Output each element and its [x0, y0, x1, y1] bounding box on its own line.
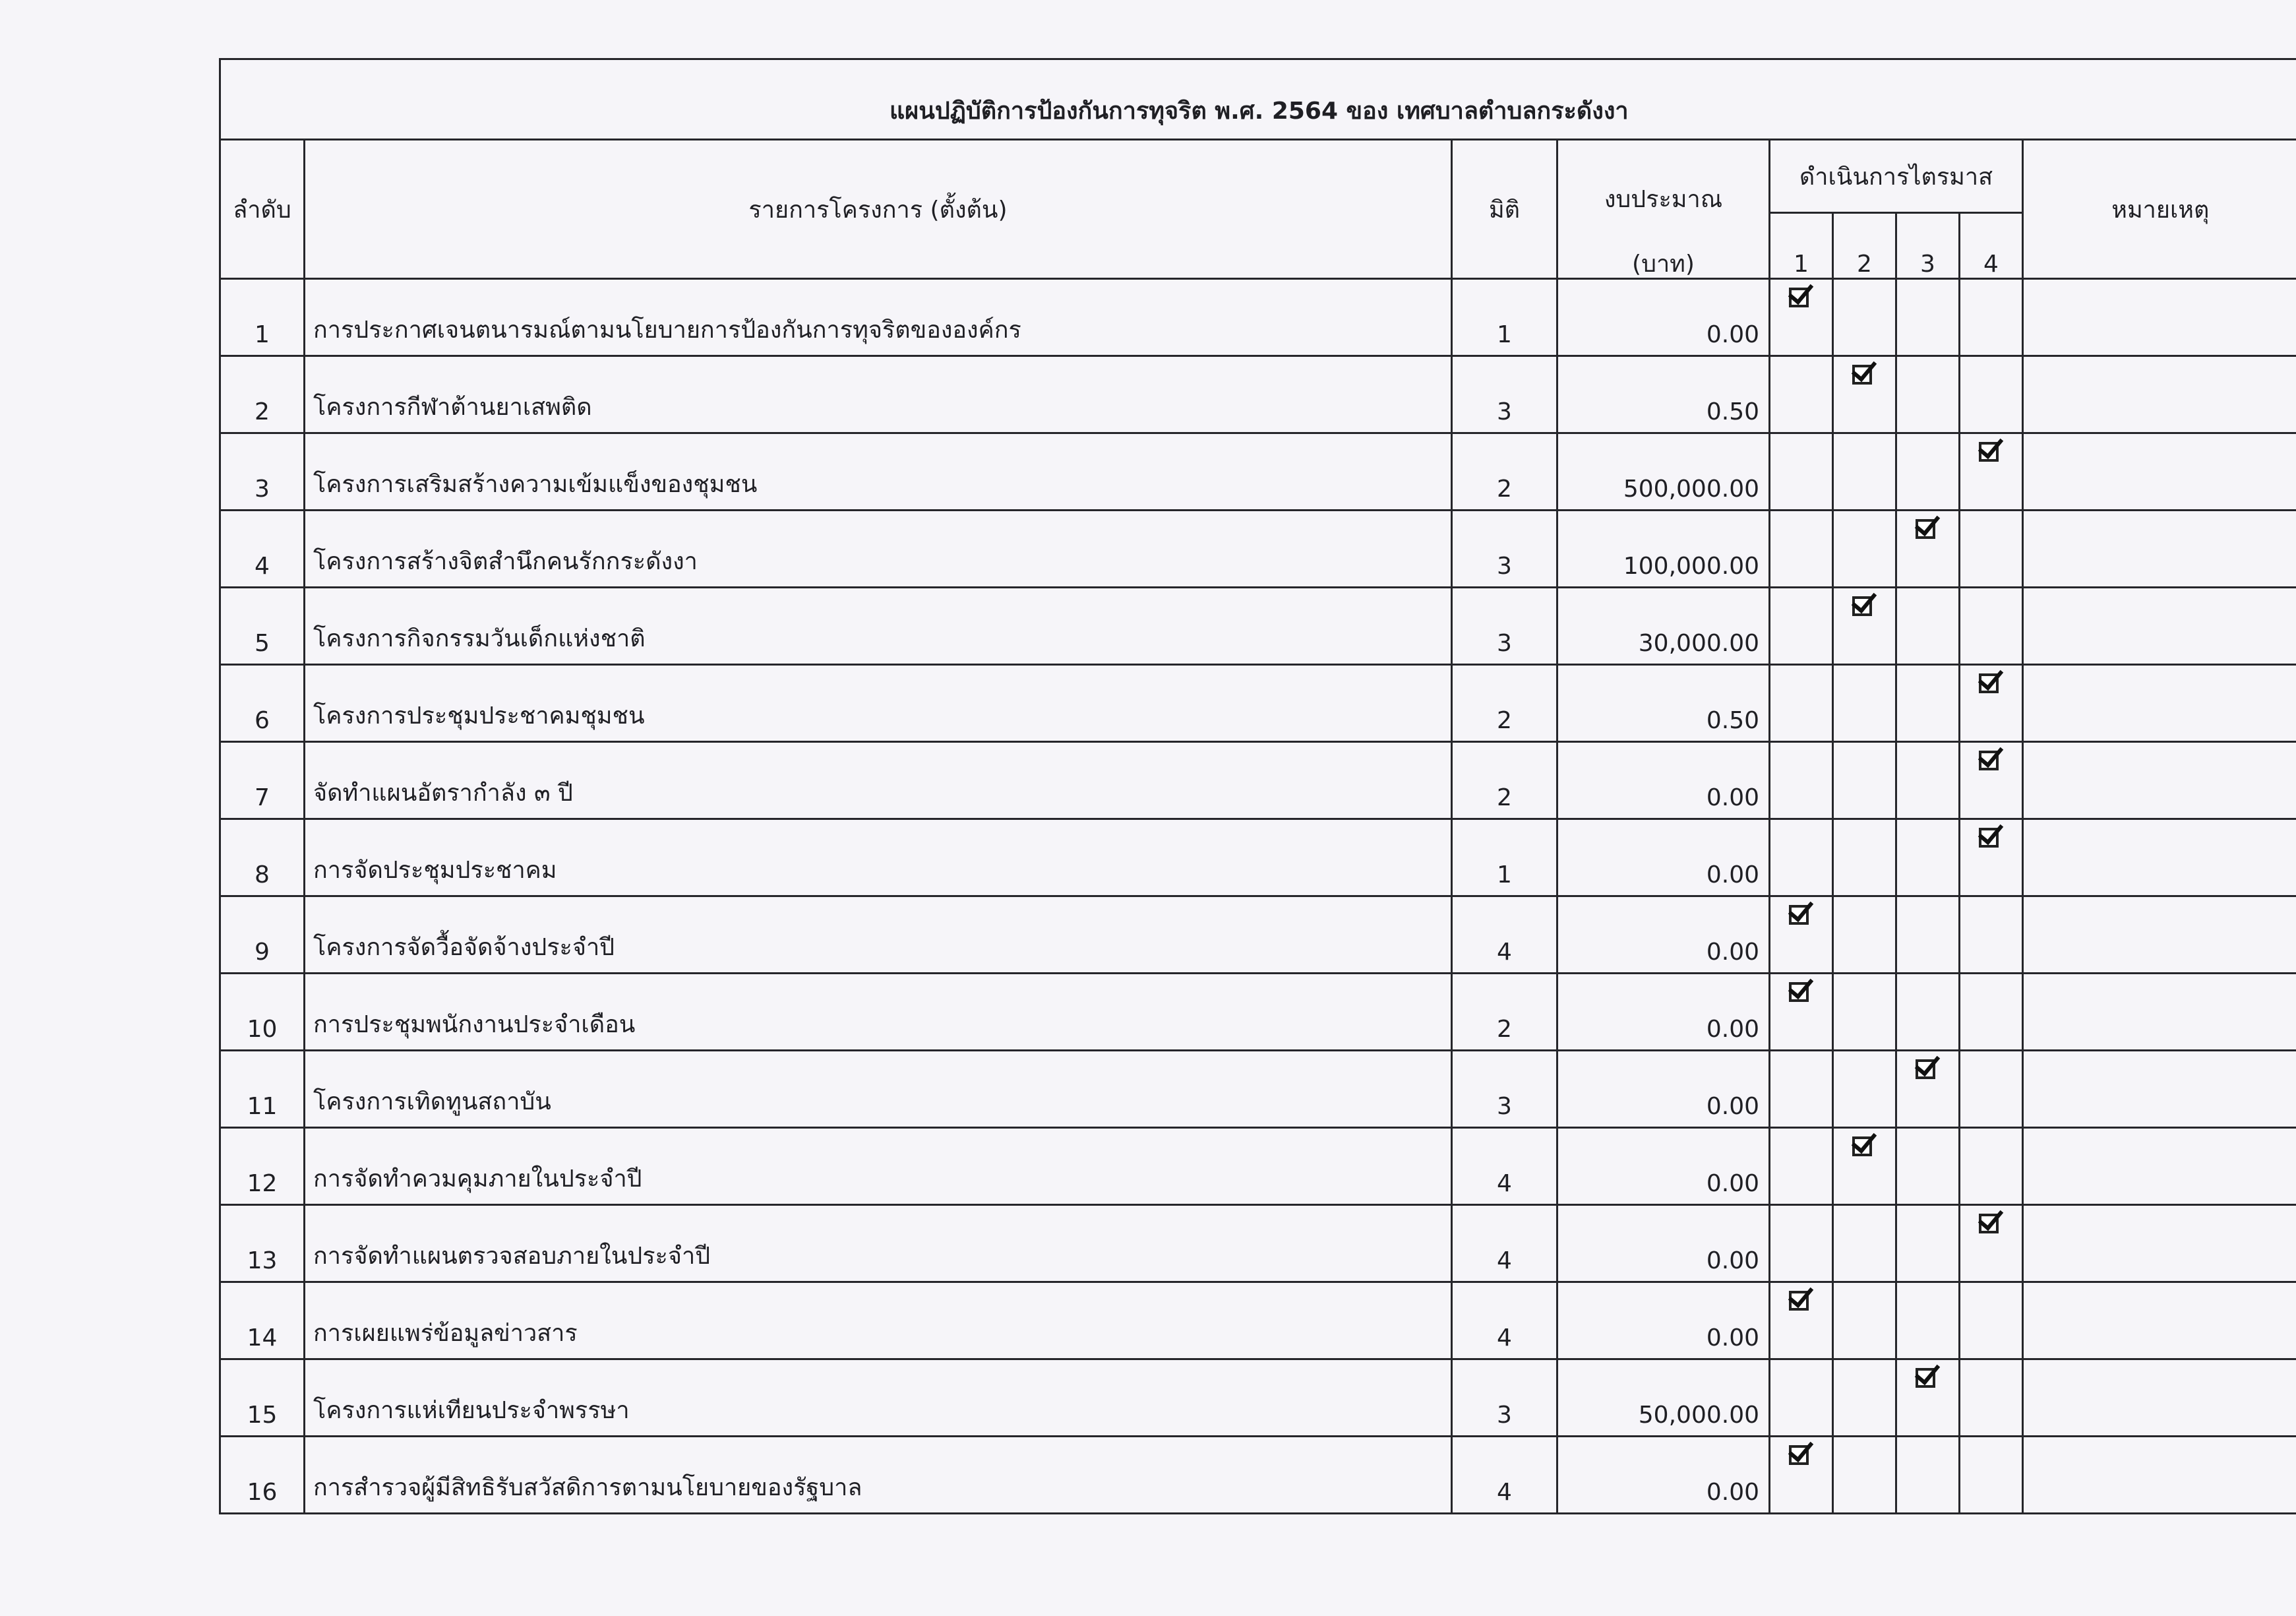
table-row — [220, 819, 2296, 896]
project-name: โครงการสร้างจิตสำนึกคนรักกระดังงา — [305, 511, 1452, 588]
row-number: 11 — [220, 1051, 305, 1128]
budget-value: 0.50 — [1557, 665, 1770, 742]
quarter-cell-1 — [1770, 1128, 1833, 1205]
remark-cell — [2023, 433, 2296, 511]
checkbox-checked-icon — [1789, 1445, 1809, 1465]
project-name: การประชุมพนักงานประจำเดือน — [305, 974, 1452, 1051]
remark-cell — [2023, 588, 2296, 665]
quarter-cell-1 — [1770, 1437, 1833, 1514]
dimension-value: 4 — [1452, 1205, 1557, 1282]
quarter-cell-4 — [1960, 1205, 2023, 1282]
quarter-cell-4 — [1960, 896, 2023, 974]
row-number: 2 — [220, 356, 305, 433]
checkbox-checked-icon — [1979, 828, 1999, 848]
dimension-value: 3 — [1452, 1359, 1557, 1437]
budget-value: 0.00 — [1557, 1282, 1770, 1359]
checkbox-checked-icon — [1916, 519, 1935, 539]
checkbox-checked-icon — [1852, 596, 1872, 616]
dimension-value: 2 — [1452, 433, 1557, 511]
remark-cell — [2023, 511, 2296, 588]
quarter-cell-3 — [1896, 433, 1960, 511]
checkbox-checked-icon — [1789, 905, 1809, 925]
checkbox-checked-icon — [1852, 1136, 1872, 1156]
quarter-cell-1 — [1770, 588, 1833, 665]
remark-cell — [2023, 665, 2296, 742]
quarter-cell-2 — [1833, 1282, 1896, 1359]
quarter-cell-2 — [1833, 1359, 1896, 1437]
quarter-header-3: 3 — [1896, 213, 1960, 279]
dimension-value: 4 — [1452, 1437, 1557, 1514]
row-number: 9 — [220, 896, 305, 974]
budget-value: 0.00 — [1557, 279, 1770, 356]
quarter-cell-1 — [1770, 974, 1833, 1051]
dimension-value: 2 — [1452, 665, 1557, 742]
dimension-value: 2 — [1452, 742, 1557, 819]
quarter-cell-1 — [1770, 896, 1833, 974]
quarter-cell-3 — [1896, 1051, 1960, 1128]
dimension-value: 3 — [1452, 356, 1557, 433]
table-row — [220, 433, 2296, 511]
budget-value: 0.00 — [1557, 896, 1770, 974]
table-row — [220, 279, 2296, 356]
quarter-cell-3 — [1896, 974, 1960, 1051]
quarter-cell-2 — [1833, 819, 1896, 896]
project-name: โครงการกีฬาต้านยาเสพติด — [305, 356, 1452, 433]
table-row — [220, 511, 2296, 588]
quarter-cell-1 — [1770, 1282, 1833, 1359]
quarter-cell-4 — [1960, 742, 2023, 819]
budget-value: 100,000.00 — [1557, 511, 1770, 588]
col-header-budget — [1557, 140, 1770, 279]
remark-cell — [2023, 1359, 2296, 1437]
quarter-cell-4 — [1960, 1359, 2023, 1437]
col-header-budget-line2: (บาท) — [1632, 251, 1695, 278]
quarter-cell-3 — [1896, 742, 1960, 819]
quarter-header-2: 2 — [1833, 213, 1896, 279]
quarter-cell-4 — [1960, 356, 2023, 433]
table-row — [220, 974, 2296, 1051]
quarter-cell-2 — [1833, 279, 1896, 356]
row-number: 1 — [220, 279, 305, 356]
dimension-value: 4 — [1452, 1282, 1557, 1359]
col-header-quarters: ดำเนินการไตรมาส — [1770, 140, 2023, 213]
dimension-value: 3 — [1452, 511, 1557, 588]
dimension-value: 4 — [1452, 896, 1557, 974]
quarter-cell-1 — [1770, 511, 1833, 588]
project-name: การประกาศเจนตนารมณ์ตามนโยบายการป้องกันการทุจริตขององค์กร — [305, 279, 1452, 356]
project-name: โครงการจัดวื้อจัดจ้างประจำปี — [305, 896, 1452, 974]
row-number: 16 — [220, 1437, 305, 1514]
table-row — [220, 1128, 2296, 1205]
quarter-cell-4 — [1960, 433, 2023, 511]
quarter-cell-4 — [1960, 588, 2023, 665]
row-number: 3 — [220, 433, 305, 511]
quarter-cell-3 — [1896, 511, 1960, 588]
budget-value: 0.50 — [1557, 356, 1770, 433]
quarter-cell-1 — [1770, 356, 1833, 433]
budget-value: 50,000.00 — [1557, 1359, 1770, 1437]
row-number: 7 — [220, 742, 305, 819]
remark-cell — [2023, 356, 2296, 433]
remark-cell — [2023, 1282, 2296, 1359]
project-name: การเผยแพร่ข้อมูลข่าวสาร — [305, 1282, 1452, 1359]
quarter-cell-4 — [1960, 279, 2023, 356]
checkbox-checked-icon — [1789, 288, 1809, 307]
quarter-cell-1 — [1770, 1205, 1833, 1282]
dimension-value: 4 — [1452, 1128, 1557, 1205]
project-name: โครงการแห่เทียนประจำพรรษา — [305, 1359, 1452, 1437]
quarter-cell-4 — [1960, 1128, 2023, 1205]
table-row — [220, 896, 2296, 974]
quarter-cell-2 — [1833, 433, 1896, 511]
quarter-cell-1 — [1770, 279, 1833, 356]
quarter-cell-2 — [1833, 511, 1896, 588]
quarter-cell-2 — [1833, 896, 1896, 974]
col-header-budget-line1: งบประมาณ — [1604, 186, 1723, 213]
dimension-value: 1 — [1452, 279, 1557, 356]
quarter-cell-2 — [1833, 665, 1896, 742]
quarter-cell-4 — [1960, 1282, 2023, 1359]
table-row — [220, 742, 2296, 819]
row-number: 10 — [220, 974, 305, 1051]
checkbox-checked-icon — [1979, 442, 1999, 462]
budget-value: 0.00 — [1557, 742, 1770, 819]
budget-value: 500,000.00 — [1557, 433, 1770, 511]
remark-cell — [2023, 1128, 2296, 1205]
quarter-cell-1 — [1770, 1051, 1833, 1128]
row-number: 12 — [220, 1128, 305, 1205]
table-row — [220, 1205, 2296, 1282]
project-name: การสำรวจผู้มีสิทธิรับสวัสดิการตามนโยบายของรัฐบาล — [305, 1437, 1452, 1514]
checkbox-checked-icon — [1979, 1214, 1999, 1233]
remark-cell — [2023, 742, 2296, 819]
quarter-cell-4 — [1960, 511, 2023, 588]
quarter-cell-3 — [1896, 1282, 1960, 1359]
row-number: 13 — [220, 1205, 305, 1282]
remark-cell — [2023, 1437, 2296, 1514]
col-header-dimension: มิติ — [1452, 140, 1557, 279]
checkbox-checked-icon — [1979, 673, 1999, 693]
project-name: โครงการกิจกรรมวันเด็กแห่งชาติ — [305, 588, 1452, 665]
quarter-cell-1 — [1770, 665, 1833, 742]
remark-cell — [2023, 819, 2296, 896]
quarter-cell-3 — [1896, 819, 1960, 896]
quarter-cell-3 — [1896, 1437, 1960, 1514]
row-number: 5 — [220, 588, 305, 665]
quarter-cell-3 — [1896, 1359, 1960, 1437]
quarter-cell-2 — [1833, 1437, 1896, 1514]
project-rows — [220, 279, 2296, 1514]
project-name: โครงการเสริมสร้างความเข้มแข็งของชุมชน — [305, 433, 1452, 511]
quarter-cell-3 — [1896, 1205, 1960, 1282]
checkbox-checked-icon — [1789, 1291, 1809, 1311]
project-name: การจัดทำแผนตรวจสอบภายในประจำปี — [305, 1205, 1452, 1282]
col-header-remark: หมายเหตุ — [2023, 140, 2296, 279]
table-row — [220, 1051, 2296, 1128]
quarter-cell-3 — [1896, 665, 1960, 742]
quarter-cell-2 — [1833, 1051, 1896, 1128]
budget-value: 0.00 — [1557, 1128, 1770, 1205]
quarter-cell-1 — [1770, 742, 1833, 819]
quarter-cell-3 — [1896, 896, 1960, 974]
quarter-cell-3 — [1896, 279, 1960, 356]
remark-cell — [2023, 1051, 2296, 1128]
quarter-cell-2 — [1833, 742, 1896, 819]
col-header-project: รายการโครงการ (ตั้งต้น) — [305, 140, 1452, 279]
table-row — [220, 1359, 2296, 1437]
document-title: แผนปฏิบัติการป้องกันการทุจริต พ.ศ. 2564 ของ เทศบาลตำบลกระดังงา — [220, 59, 2296, 140]
project-name: โครงการประชุมประชาคมชุมชน — [305, 665, 1452, 742]
checkbox-checked-icon — [1852, 365, 1872, 385]
quarter-cell-2 — [1833, 974, 1896, 1051]
checkbox-checked-icon — [1789, 982, 1809, 1002]
remark-cell — [2023, 974, 2296, 1051]
checkbox-checked-icon — [1916, 1059, 1935, 1079]
row-number: 6 — [220, 665, 305, 742]
project-name: การจัดทำควมคุมภายในประจำปี — [305, 1128, 1452, 1205]
quarter-cell-3 — [1896, 1128, 1960, 1205]
project-name: โครงการเทิดทูนสถาบัน — [305, 1051, 1452, 1128]
table-row — [220, 665, 2296, 742]
quarter-cell-2 — [1833, 1128, 1896, 1205]
table-row — [220, 1282, 2296, 1359]
dimension-value: 3 — [1452, 1051, 1557, 1128]
quarter-cell-4 — [1960, 1051, 2023, 1128]
checkbox-checked-icon — [1979, 751, 1999, 770]
quarter-cell-2 — [1833, 588, 1896, 665]
quarter-cell-2 — [1833, 356, 1896, 433]
project-name: จัดทำแผนอัตรากำลัง ๓ ปี — [305, 742, 1452, 819]
quarter-header-1: 1 — [1770, 213, 1833, 279]
col-header-no: ลำดับ — [220, 140, 305, 279]
row-number: 15 — [220, 1359, 305, 1437]
table-row — [220, 1437, 2296, 1514]
budget-value: 0.00 — [1557, 1437, 1770, 1514]
row-number: 8 — [220, 819, 305, 896]
table-row — [220, 588, 2296, 665]
dimension-value: 3 — [1452, 588, 1557, 665]
remark-cell — [2023, 279, 2296, 356]
remark-cell — [2023, 896, 2296, 974]
budget-value: 30,000.00 — [1557, 588, 1770, 665]
table-row — [220, 356, 2296, 433]
quarter-cell-4 — [1960, 1437, 2023, 1514]
quarter-cell-1 — [1770, 819, 1833, 896]
budget-value: 0.00 — [1557, 974, 1770, 1051]
budget-value: 0.00 — [1557, 819, 1770, 896]
quarter-header-4: 4 — [1960, 213, 2023, 279]
quarter-cell-2 — [1833, 1205, 1896, 1282]
budget-value: 0.00 — [1557, 1205, 1770, 1282]
quarter-cell-3 — [1896, 356, 1960, 433]
row-number: 14 — [220, 1282, 305, 1359]
checkbox-checked-icon — [1916, 1368, 1935, 1388]
quarter-cell-4 — [1960, 665, 2023, 742]
quarter-cell-4 — [1960, 819, 2023, 896]
row-number: 4 — [220, 511, 305, 588]
anti-corruption-plan-table — [219, 58, 2296, 1514]
project-name: การจัดประชุมประชาคม — [305, 819, 1452, 896]
remark-cell — [2023, 1205, 2296, 1282]
quarter-cell-1 — [1770, 433, 1833, 511]
quarter-cell-3 — [1896, 588, 1960, 665]
quarter-cell-1 — [1770, 1359, 1833, 1437]
quarter-cell-4 — [1960, 974, 2023, 1051]
dimension-value: 2 — [1452, 974, 1557, 1051]
dimension-value: 1 — [1452, 819, 1557, 896]
budget-value: 0.00 — [1557, 1051, 1770, 1128]
